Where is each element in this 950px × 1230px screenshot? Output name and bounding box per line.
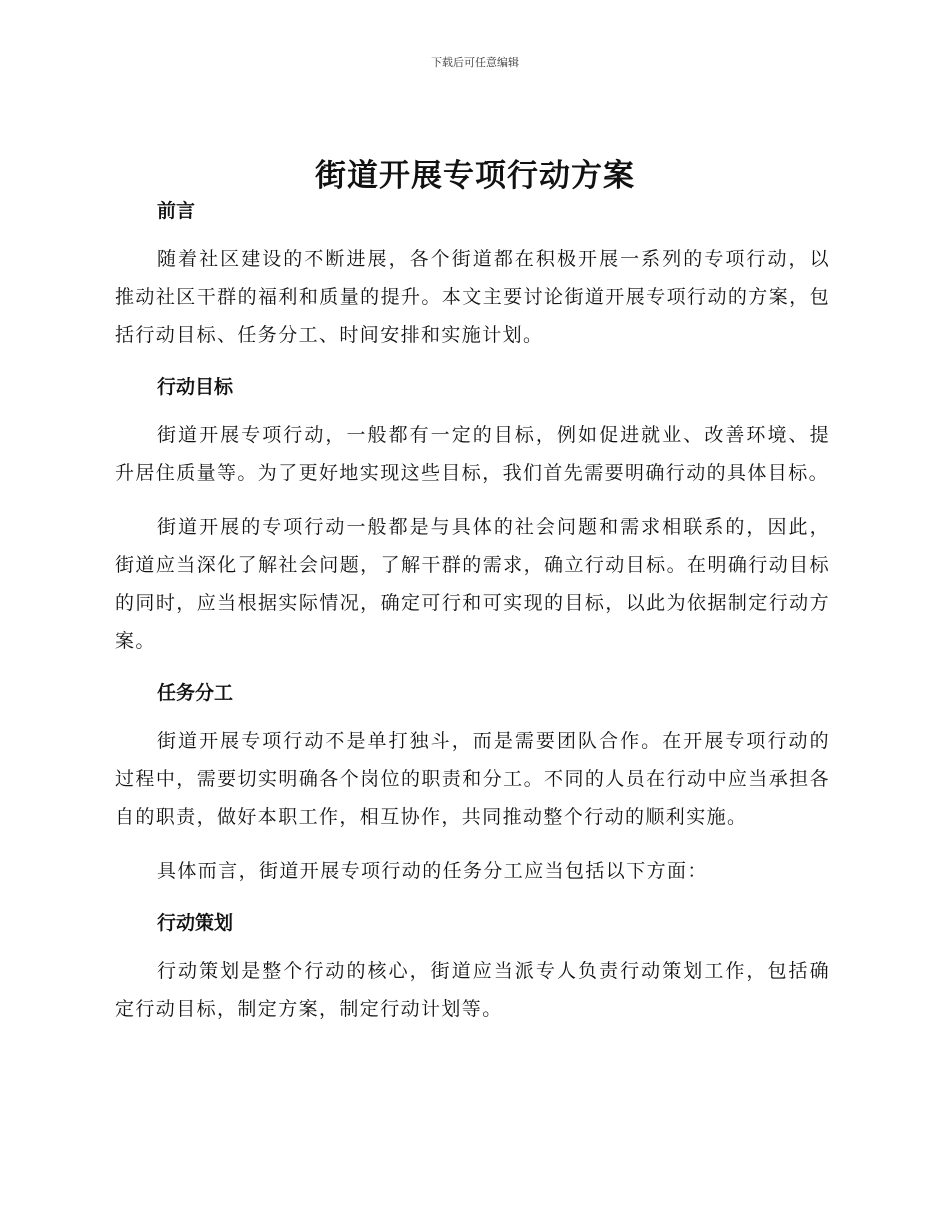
section-preface: [115, 196, 830, 354]
section-action-planning: [115, 908, 830, 1028]
document-title: 街道开展专项行动方案: [315, 158, 635, 194]
section-heading: 行动目标: [157, 376, 234, 398]
paragraph: 具体而言，街道开展专项行动的任务分工应当包括以下方面：: [157, 860, 708, 882]
paragraph: 街道开展专项行动不是单打独斗，而是需要团队合作。在开展专项行动的过程中，需要切实明确各个岗位的职责和分工。不同的人员在行动中应当承担各自的职责，做好本职工作，相互协作，共同推动整个行动的顺利实施。: [115, 730, 830, 828]
section-task-division: [115, 678, 830, 890]
paragraph: 街道开展专项行动，一般都有一定的目标，例如促进就业、改善环境、提升居住质量等。为了更好地实现这些目标，我们首先需要明确行动的具体目标。: [115, 424, 830, 484]
section-heading: 任务分工: [157, 682, 234, 704]
section-heading: 行动策划: [157, 912, 234, 934]
header-note: 下载后可任意编辑: [431, 56, 519, 69]
paragraph: 随着社区建设的不断进展，各个街道都在积极开展一系列的专项行动，以推动社区干群的福利和质量的提升。本文主要讨论街道开展专项行动的方案，包括行动目标、任务分工、时间安排和实施计划。: [115, 248, 830, 346]
section-action-goals: [115, 372, 830, 660]
document-body: [115, 196, 830, 1028]
section-heading: 前言: [157, 200, 196, 222]
paragraph: 行动策划是整个行动的核心，街道应当派专人负责行动策划工作，包括确定行动目标，制定方案，制定行动计划等。: [115, 960, 830, 1020]
paragraph: 街道开展的专项行动一般都是与具体的社会问题和需求相联系的，因此，街道应当深化了解社会问题，了解干群的需求，确立行动目标。在明确行动目标的同时，应当根据实际情况，确定可行和可实现的目标，以此为依据制定行动方案。: [115, 516, 830, 652]
